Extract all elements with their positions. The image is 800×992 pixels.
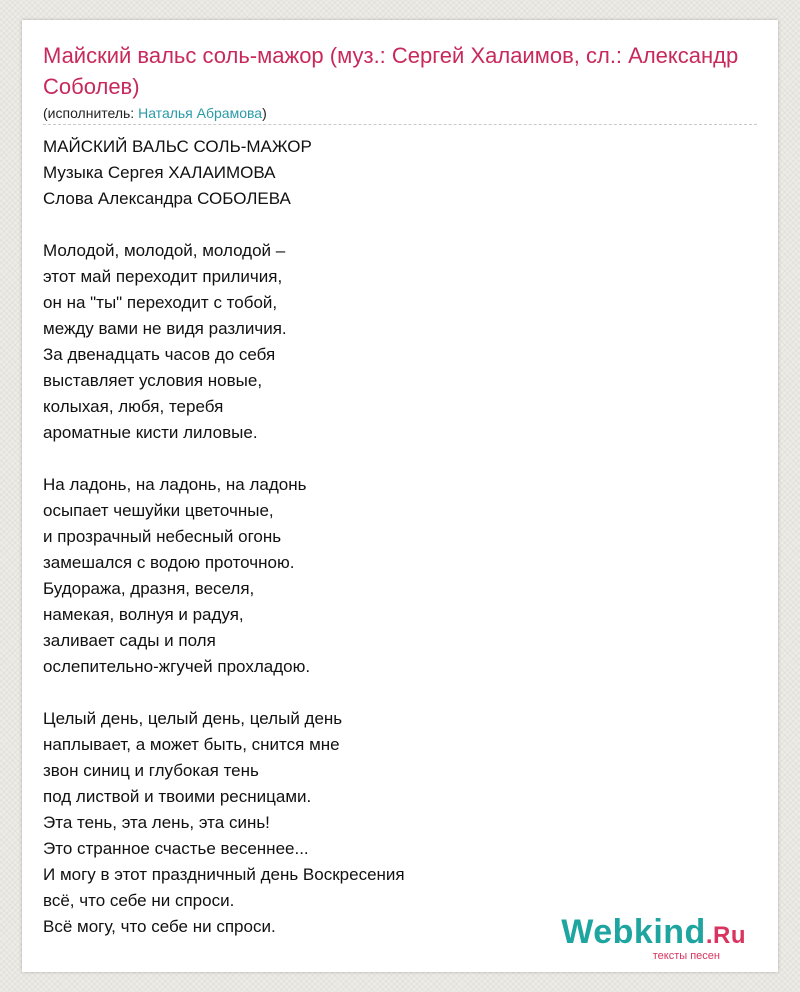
lyric-line: и прозрачный небесный огонь — [43, 527, 282, 546]
logo-tagline: тексты песен — [652, 950, 720, 962]
lyric-line: этот май переходит приличия, — [43, 267, 283, 286]
lyric-line: звон синиц и глубокая тень — [43, 761, 259, 780]
lyric-line: наплывает, а может быть, снится мне — [43, 735, 340, 754]
lyric-line: намекая, волнуя и радуя, — [43, 605, 244, 624]
site-logo[interactable] — [561, 915, 746, 962]
stanza-break — [43, 212, 405, 238]
logo-name: Webkind — [561, 913, 706, 951]
lyric-line: Целый день, целый день, целый день — [43, 709, 343, 728]
stanza-break — [43, 446, 405, 472]
lyric-line: колыхая, любя, теребя — [43, 397, 224, 416]
stanza-break — [43, 680, 405, 706]
performer-byline — [43, 104, 267, 122]
lyric-line: За двенадцать часов до себя — [43, 345, 276, 364]
header-divider — [43, 124, 757, 125]
performer-suffix: ) — [262, 105, 267, 121]
logo-domain: .Ru — [705, 922, 746, 949]
lyric-line: И могу в этот праздничный день Воскресения — [43, 865, 405, 884]
lyric-line: всё, что себе ни спроси. — [43, 891, 235, 910]
lyric-line: замешался с водою проточною. — [43, 553, 295, 572]
lyric-line: Эта тень, эта лень, эта синь! — [43, 813, 270, 832]
lyric-line: Слова Александра СОБОЛЕВА — [43, 189, 291, 208]
lyric-line: под листвой и твоими ресницами. — [43, 787, 312, 806]
lyric-line: На ладонь, на ладонь, на ладонь — [43, 475, 307, 494]
logo-wordmark — [561, 915, 746, 953]
lyrics-text — [43, 134, 405, 940]
song-title: Майский вальс соль-мажор (муз.: Сергей Халаимов, сл.: Александр Соболев) — [43, 43, 739, 99]
lyric-line: ослепительно-жгучей прохладою. — [43, 657, 311, 676]
performer-link[interactable]: Наталья Абрамова — [138, 105, 263, 121]
lyric-line: Молодой, молодой, молодой – — [43, 241, 286, 260]
lyric-line: между вами не видя различия. — [43, 319, 287, 338]
lyric-line: Будоража, дразня, веселя, — [43, 579, 255, 598]
lyric-line: заливает сады и поля — [43, 631, 216, 650]
lyric-line: он на "ты" переходит с тобой, — [43, 293, 278, 312]
lyric-line: Музыка Сергея ХАЛАИМОВА — [43, 163, 276, 182]
performer-prefix: (исполнитель: — [43, 105, 139, 121]
lyric-line: выставляет условия новые, — [43, 371, 263, 390]
lyric-line: ароматные кисти лиловые. — [43, 423, 258, 442]
lyric-line: МАЙСКИЙ ВАЛЬС СОЛЬ-МАЖОР — [43, 137, 312, 156]
lyric-line: Всё могу, что себе ни спроси. — [43, 917, 276, 936]
lyric-line: осыпает чешуйки цветочные, — [43, 501, 274, 520]
lyric-line: Это странное счастье весеннее... — [43, 839, 309, 858]
page-sheet — [22, 20, 778, 972]
